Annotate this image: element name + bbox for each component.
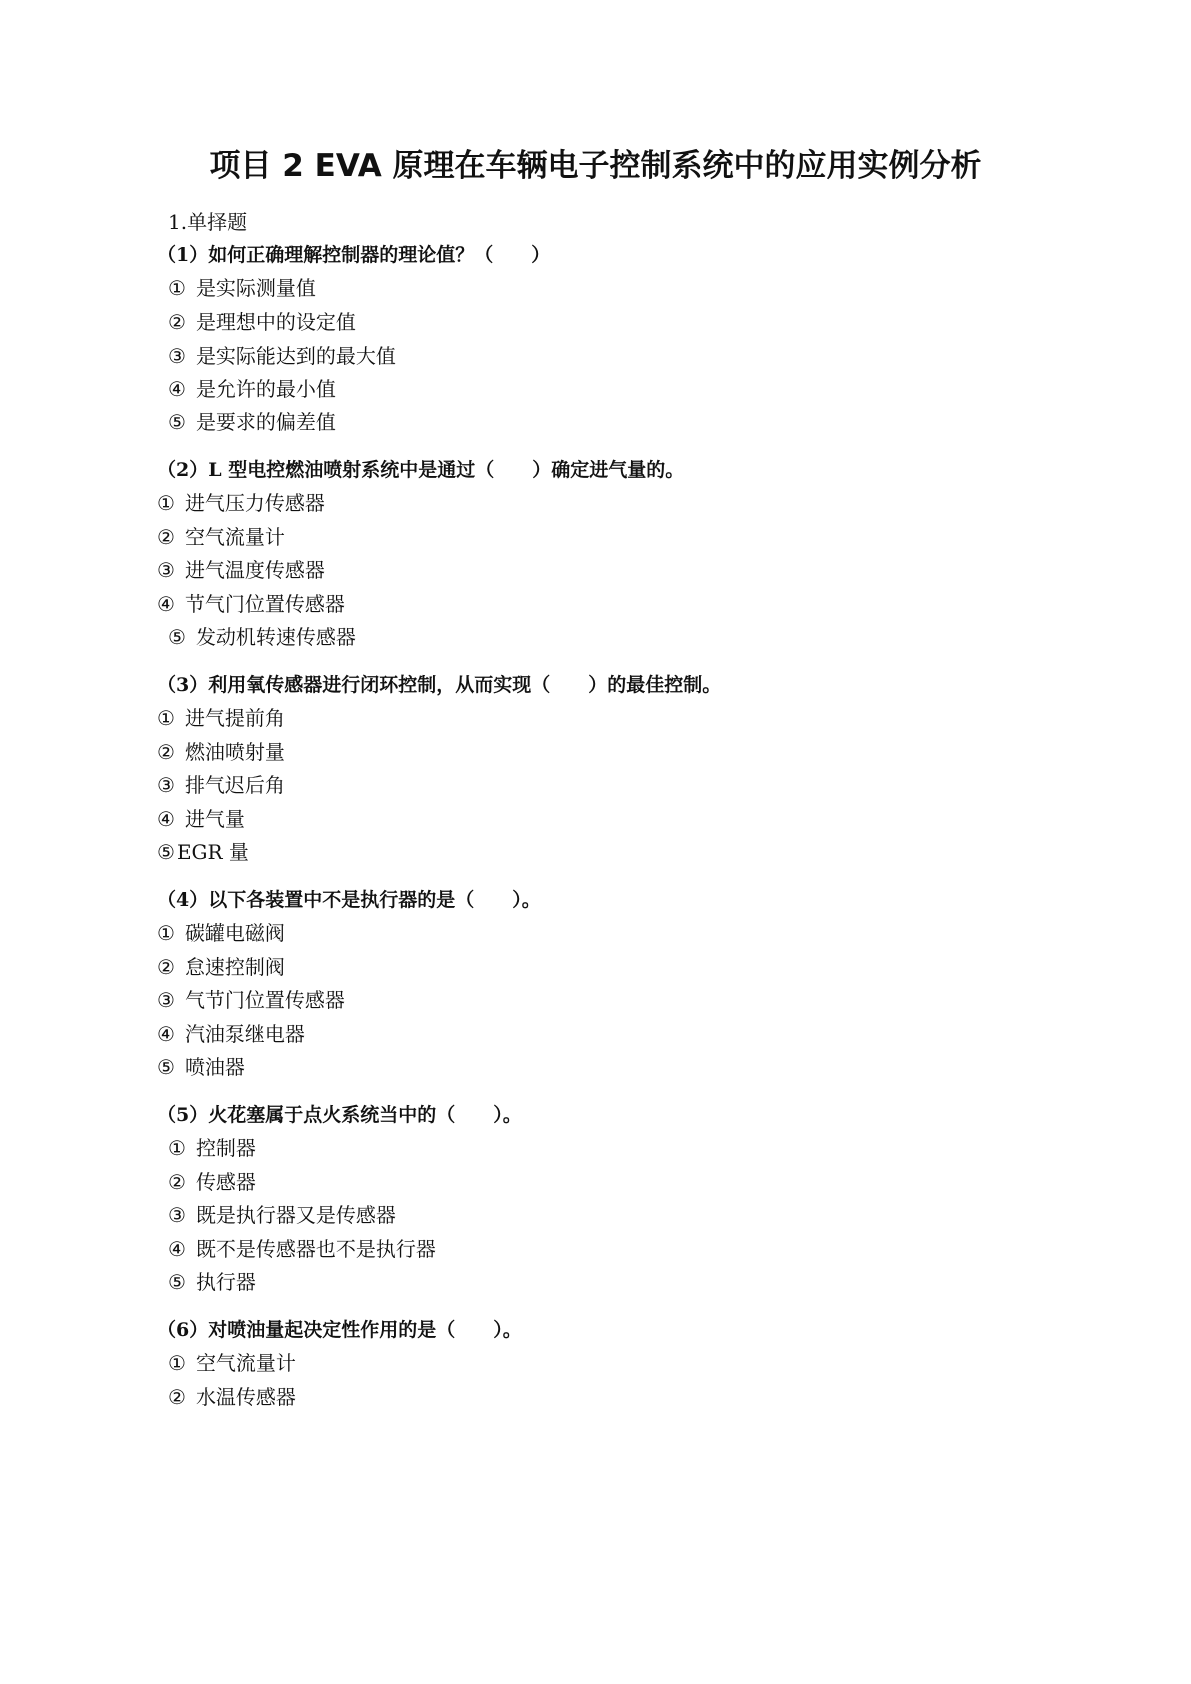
option-item: [157, 771, 285, 799]
option-mark: ③: [157, 773, 175, 797]
option-item: [168, 342, 396, 370]
option-mark: ④: [157, 807, 175, 831]
option-item: [168, 1349, 296, 1377]
option-item: [157, 704, 285, 732]
option-text: 控制器: [195, 1136, 256, 1160]
option-text: 发动机转速传感器: [195, 625, 356, 649]
option-mark: ②: [168, 1170, 186, 1194]
option-mark: ①: [168, 1136, 186, 1160]
question-stem: （4）以下各装置中不是执行器的是（ ）。: [157, 889, 541, 911]
option-text: 空气流量计: [184, 525, 285, 549]
option-text: 节气门位置传感器: [184, 592, 345, 616]
option-text: 水温传感器: [195, 1385, 296, 1409]
option-text: 是理想中的设定值: [195, 310, 356, 334]
option-text: 是要求的偏差值: [195, 410, 336, 434]
option-mark: ①: [157, 706, 175, 730]
option-text: 进气压力传感器: [184, 491, 325, 515]
option-mark: ④: [157, 1022, 175, 1046]
option-item: [168, 274, 316, 302]
option-mark: ②: [157, 525, 175, 549]
option-item: [168, 623, 356, 651]
option-mark: ⑤: [168, 625, 186, 649]
option-item: [168, 308, 356, 336]
option-mark: ①: [157, 921, 175, 945]
option-mark: ①: [168, 1351, 186, 1375]
option-item: [168, 1383, 296, 1411]
option-item: [168, 1268, 256, 1296]
option-text: 是允许的最小值: [195, 377, 336, 401]
option-text: 是实际测量值: [195, 276, 316, 300]
option-mark: ⑤: [168, 410, 186, 434]
option-item: [168, 1134, 256, 1162]
option-mark: ④: [168, 377, 186, 401]
option-mark: ④: [157, 592, 175, 616]
option-mark: ⑤: [157, 840, 175, 864]
option-item: [157, 1020, 305, 1048]
option-text: 进气温度传感器: [184, 558, 325, 582]
option-item: [157, 986, 345, 1014]
option-text: 汽油泵继电器: [184, 1022, 305, 1046]
option-mark: ①: [157, 491, 175, 515]
document-title: 项目 2 EVA 原理在车辆电子控制系统中的应用实例分析: [209, 148, 982, 184]
section-heading: 1.单择题: [168, 210, 248, 234]
option-text: 空气流量计: [195, 1351, 296, 1375]
option-text: 进气量: [184, 807, 245, 831]
option-mark: ③: [168, 1203, 186, 1227]
option-item: [157, 523, 285, 551]
option-item: [157, 489, 325, 517]
option-item: [157, 953, 285, 981]
question-stem: （1）如何正确理解控制器的理论值？（ ）: [157, 244, 551, 266]
option-text: 气节门位置传感器: [184, 988, 345, 1012]
option-item: [157, 1053, 245, 1081]
option-text: 燃油喷射量: [184, 740, 285, 764]
option-text: 进气提前角: [184, 706, 285, 730]
option-mark: ③: [157, 988, 175, 1012]
option-item: [168, 1201, 396, 1229]
option-item: [157, 838, 249, 866]
option-text: 碳罐电磁阀: [184, 921, 285, 945]
option-mark: ②: [157, 740, 175, 764]
option-mark: ②: [168, 1385, 186, 1409]
question-stem: （6）对喷油量起决定性作用的是（ ）。: [157, 1319, 522, 1341]
option-item: [168, 375, 336, 403]
option-item: [157, 738, 285, 766]
option-text: 既是执行器又是传感器: [195, 1203, 396, 1227]
question-stem: （3）利用氧传感器进行闭环控制，从而实现（ ）的最佳控制。: [157, 674, 722, 696]
option-mark: ②: [168, 310, 186, 334]
option-item: [157, 590, 345, 618]
option-text: 是实际能达到的最大值: [195, 344, 396, 368]
question-stem: （5）火花塞属于点火系统当中的（ ）。: [157, 1104, 522, 1126]
option-text: EGR 量: [176, 840, 249, 864]
option-text: 传感器: [195, 1170, 256, 1194]
option-item: [168, 408, 336, 436]
option-mark: ⑤: [157, 1055, 175, 1079]
option-mark: ②: [157, 955, 175, 979]
option-mark: ③: [168, 344, 186, 368]
option-text: 排气迟后角: [184, 773, 285, 797]
option-item: [157, 919, 285, 947]
option-text: 既不是传感器也不是执行器: [195, 1237, 436, 1261]
question-stem: （2）L 型电控燃油喷射系统中是通过（ ）确定进气量的。: [157, 459, 685, 481]
option-mark: ③: [157, 558, 175, 582]
option-item: [157, 805, 245, 833]
option-mark: ①: [168, 276, 186, 300]
option-text: 执行器: [195, 1270, 256, 1294]
option-item: [168, 1235, 436, 1263]
option-item: [157, 556, 325, 584]
option-text: 怠速控制阀: [184, 955, 285, 979]
option-item: [168, 1168, 256, 1196]
option-mark: ④: [168, 1237, 186, 1261]
option-text: 喷油器: [184, 1055, 245, 1079]
option-mark: ⑤: [168, 1270, 186, 1294]
